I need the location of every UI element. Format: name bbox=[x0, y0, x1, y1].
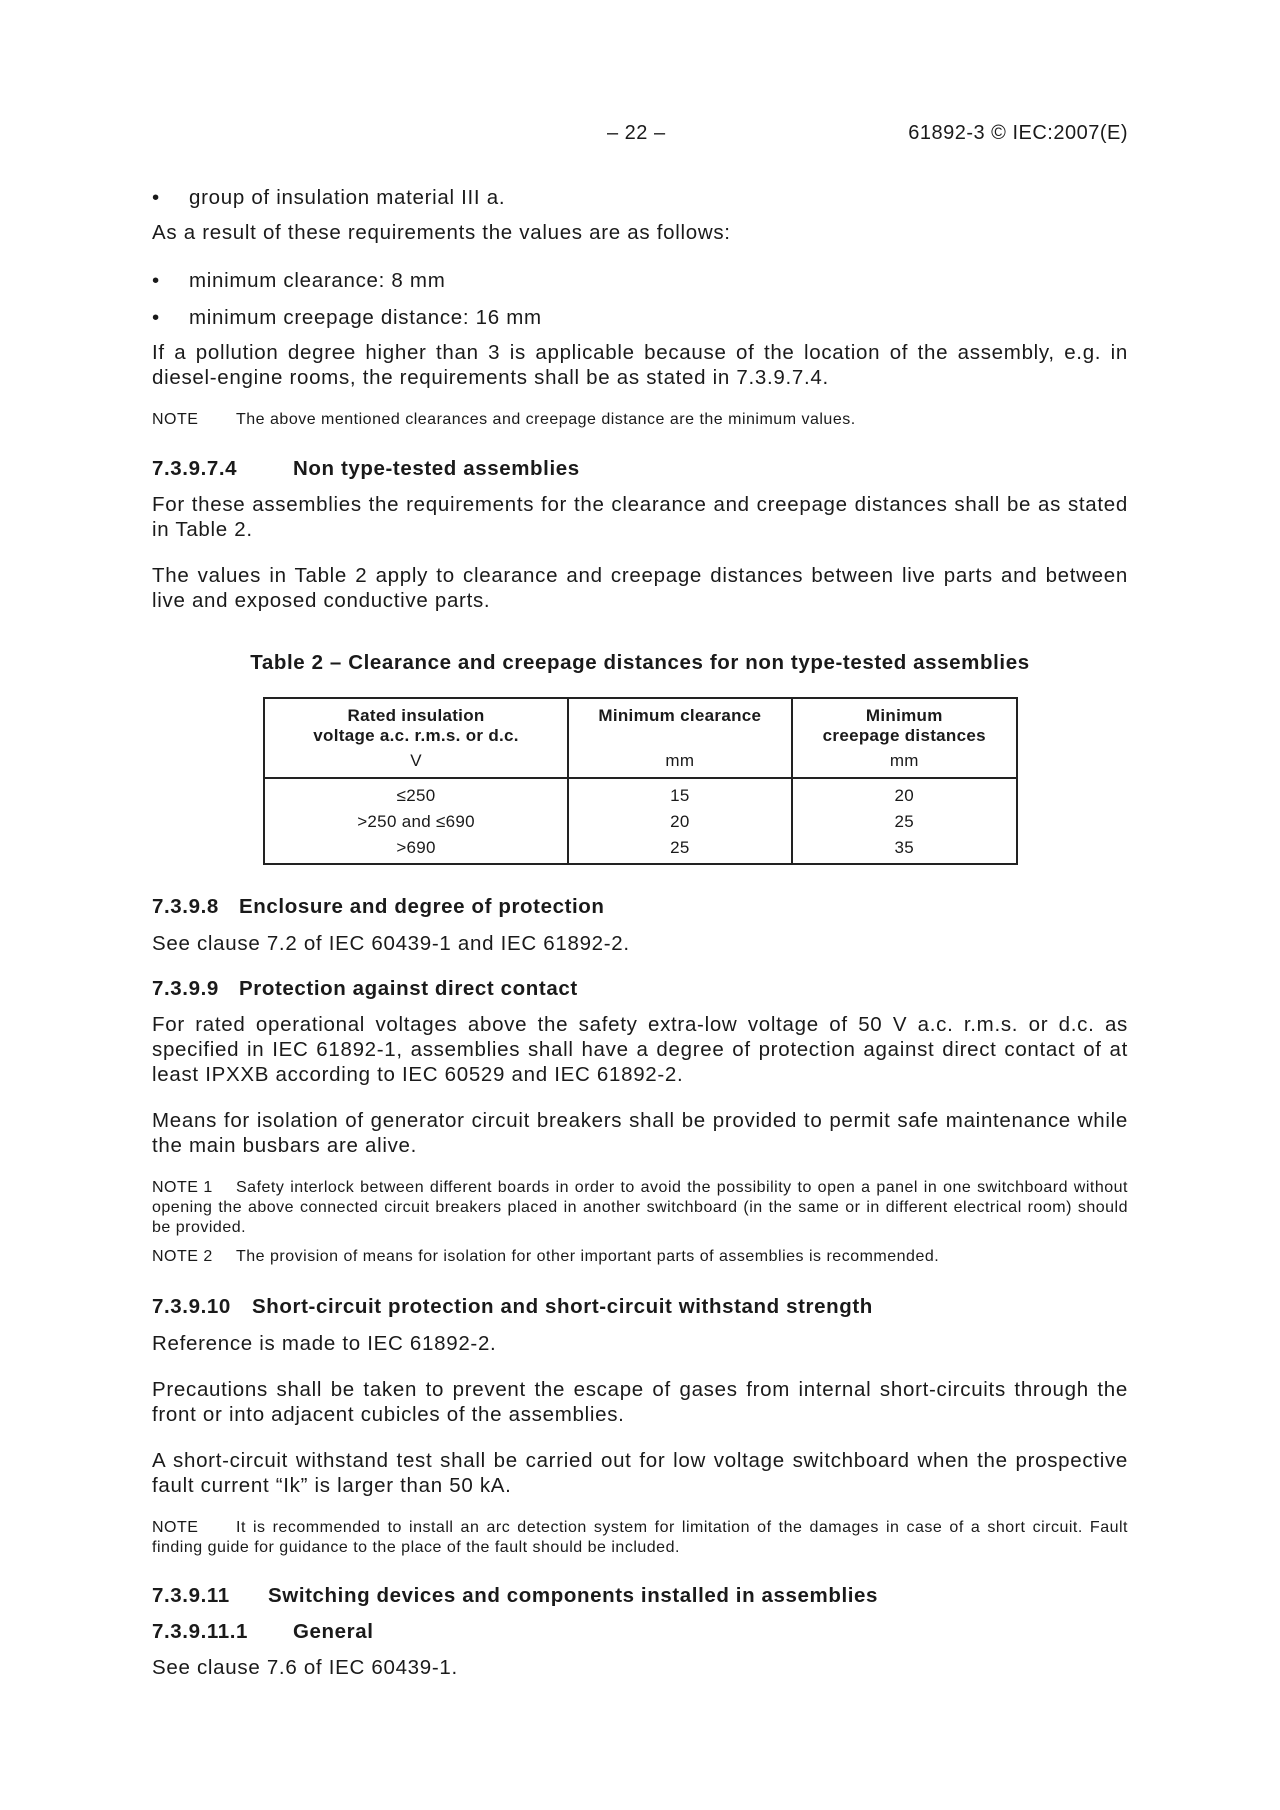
heading-7-3-9-10 bbox=[152, 1294, 1128, 1319]
table-cell: 20 bbox=[792, 778, 1017, 809]
note-text: The above mentioned clearances and creepage distance are the minimum values. bbox=[236, 411, 856, 428]
table-cell: 25 bbox=[792, 809, 1017, 835]
table-header-row bbox=[264, 698, 1017, 778]
note-label: NOTE bbox=[152, 411, 199, 428]
section-title: Short-circuit protection and short-circuit withstand strength bbox=[252, 1295, 873, 1318]
section-title: Protection against direct contact bbox=[239, 977, 578, 1000]
header-line-2: creepage distances bbox=[822, 726, 986, 745]
header-line-1: Minimum clearance bbox=[598, 706, 762, 725]
note-label: NOTE bbox=[152, 1519, 199, 1536]
non-type-tested-paragraph-2: The values in Table 2 apply to clearance and creepage distances between live parts and between live and exposed conductive parts. bbox=[152, 564, 1128, 612]
section-title: Enclosure and degree of protection bbox=[239, 895, 605, 918]
section-number: 7.3.9.9 bbox=[152, 977, 219, 1000]
heading-7-3-9-9 bbox=[152, 976, 1128, 1001]
table-cell: 20 bbox=[568, 809, 791, 835]
non-type-tested-paragraph-1: For these assemblies the requirements for the clearance and creepage distances shall be as stated in Table 2. bbox=[152, 493, 1128, 541]
column-header-rated-voltage bbox=[264, 698, 568, 778]
note-2-isolation bbox=[152, 1247, 1128, 1267]
heading-7-3-9-8 bbox=[152, 894, 1128, 919]
section-number: 7.3.9.11.1 bbox=[152, 1620, 249, 1643]
table-row bbox=[264, 778, 1017, 809]
page-number: – 22 – bbox=[607, 122, 666, 144]
note-text: It is recommended to install an arc detection system for limitation of the damages in case of a short circuit. Fault finding guide for guidance to the place of the fault should be included. bbox=[152, 1519, 1128, 1556]
general-paragraph: See clause 7.6 of IEC 60439-1. bbox=[152, 1656, 458, 1679]
short-circuit-paragraph-3: A short-circuit withstand test shall be carried out for low voltage switchboard when the prospective fault current “Ik” is larger than 50 kA. bbox=[152, 1449, 1128, 1497]
note-text: Safety interlock between different boards in order to avoid the possibility to open a panel in one switchboard without opening the above connected circuit breakers placed in another switchboard (in the same or in different electrical room) should be provided. bbox=[152, 1179, 1128, 1236]
header-line-2: voltage a.c. r.m.s. or d.c. bbox=[313, 726, 519, 745]
bullet-min-creepage bbox=[152, 305, 1128, 330]
note-minimum-values bbox=[152, 410, 1128, 430]
section-number: 7.3.9.11 bbox=[152, 1584, 230, 1607]
note-arc-detection bbox=[152, 1518, 1128, 1558]
header-line-1: Minimum bbox=[865, 706, 943, 725]
note-label: NOTE 1 bbox=[152, 1179, 213, 1196]
bullet-text: group of insulation material III a. bbox=[189, 186, 506, 209]
standard-reference: 61892-3 © IEC:2007(E) bbox=[908, 122, 1128, 144]
table-row bbox=[264, 809, 1017, 835]
header-unit: mm bbox=[889, 751, 919, 770]
pollution-degree-paragraph: If a pollution degree higher than 3 is applicable because of the location of the assembly, e.g. in diesel-engine rooms, the requirements shall be as stated in 7.3.9.7.4. bbox=[152, 341, 1128, 389]
note-1-safety-interlock bbox=[152, 1178, 1128, 1238]
header-unit: V bbox=[410, 751, 422, 770]
header-unit: mm bbox=[665, 751, 695, 770]
short-circuit-paragraph-2: Precautions shall be taken to prevent the escape of gases from internal short-circuits through the front or into adjacent cubicles of the assemblies. bbox=[152, 1378, 1128, 1426]
page-header bbox=[152, 122, 1128, 150]
bullet-icon: • bbox=[152, 306, 160, 329]
bullet-insulation-group bbox=[152, 185, 1128, 210]
bullet-text: minimum creepage distance: 16 mm bbox=[189, 306, 542, 329]
table-cell: 15 bbox=[568, 778, 791, 809]
note-label: NOTE 2 bbox=[152, 1248, 213, 1265]
heading-7-3-9-11-1 bbox=[152, 1619, 1128, 1644]
section-title: Switching devices and components installed in assemblies bbox=[268, 1584, 879, 1607]
table-cell: ≤250 bbox=[264, 778, 568, 809]
bullet-text: minimum clearance: 8 mm bbox=[189, 269, 446, 292]
direct-contact-paragraph-2: Means for isolation of generator circuit breakers shall be provided to permit safe maintenance while the main busbars are alive. bbox=[152, 1109, 1128, 1157]
table-cell: >690 bbox=[264, 835, 568, 864]
header-line-1: Rated insulation bbox=[347, 706, 485, 725]
note-text: The provision of means for isolation for other important parts of assemblies is recommended. bbox=[236, 1248, 940, 1265]
table-cell: 35 bbox=[792, 835, 1017, 864]
table-cell: 25 bbox=[568, 835, 791, 864]
column-header-min-creepage bbox=[792, 698, 1017, 778]
section-number: 7.3.9.8 bbox=[152, 895, 219, 918]
table-2-caption: Table 2 – Clearance and creepage distances for non type-tested assemblies bbox=[250, 651, 1030, 674]
section-title: Non type-tested assemblies bbox=[293, 457, 580, 480]
heading-7-3-9-11 bbox=[152, 1583, 1128, 1608]
section-number: 7.3.9.7.4 bbox=[152, 457, 238, 480]
direct-contact-paragraph-1: For rated operational voltages above the safety extra-low voltage of 50 V a.c. r.m.s. or d.c. as specified in IEC 61892-1, assemblies shall have a degree of protection against direct contact of at least IPXXB according to IEC 60529 and IEC 61892-2. bbox=[152, 1013, 1128, 1086]
bullet-icon: • bbox=[152, 186, 160, 209]
short-circuit-paragraph-1: Reference is made to IEC 61892-2. bbox=[152, 1332, 497, 1355]
bullet-icon: • bbox=[152, 269, 160, 292]
column-header-min-clearance bbox=[568, 698, 791, 778]
section-title: General bbox=[293, 1620, 374, 1643]
intro-values-paragraph: As a result of these requirements the values are as follows: bbox=[152, 221, 731, 244]
heading-7-3-9-7-4 bbox=[152, 456, 1128, 481]
section-number: 7.3.9.10 bbox=[152, 1295, 231, 1318]
table-cell: >250 and ≤690 bbox=[264, 809, 568, 835]
table-row bbox=[264, 835, 1017, 864]
bullet-min-clearance bbox=[152, 268, 1128, 293]
table-2 bbox=[263, 697, 1018, 865]
enclosure-paragraph: See clause 7.2 of IEC 60439-1 and IEC 61892-2. bbox=[152, 932, 630, 955]
